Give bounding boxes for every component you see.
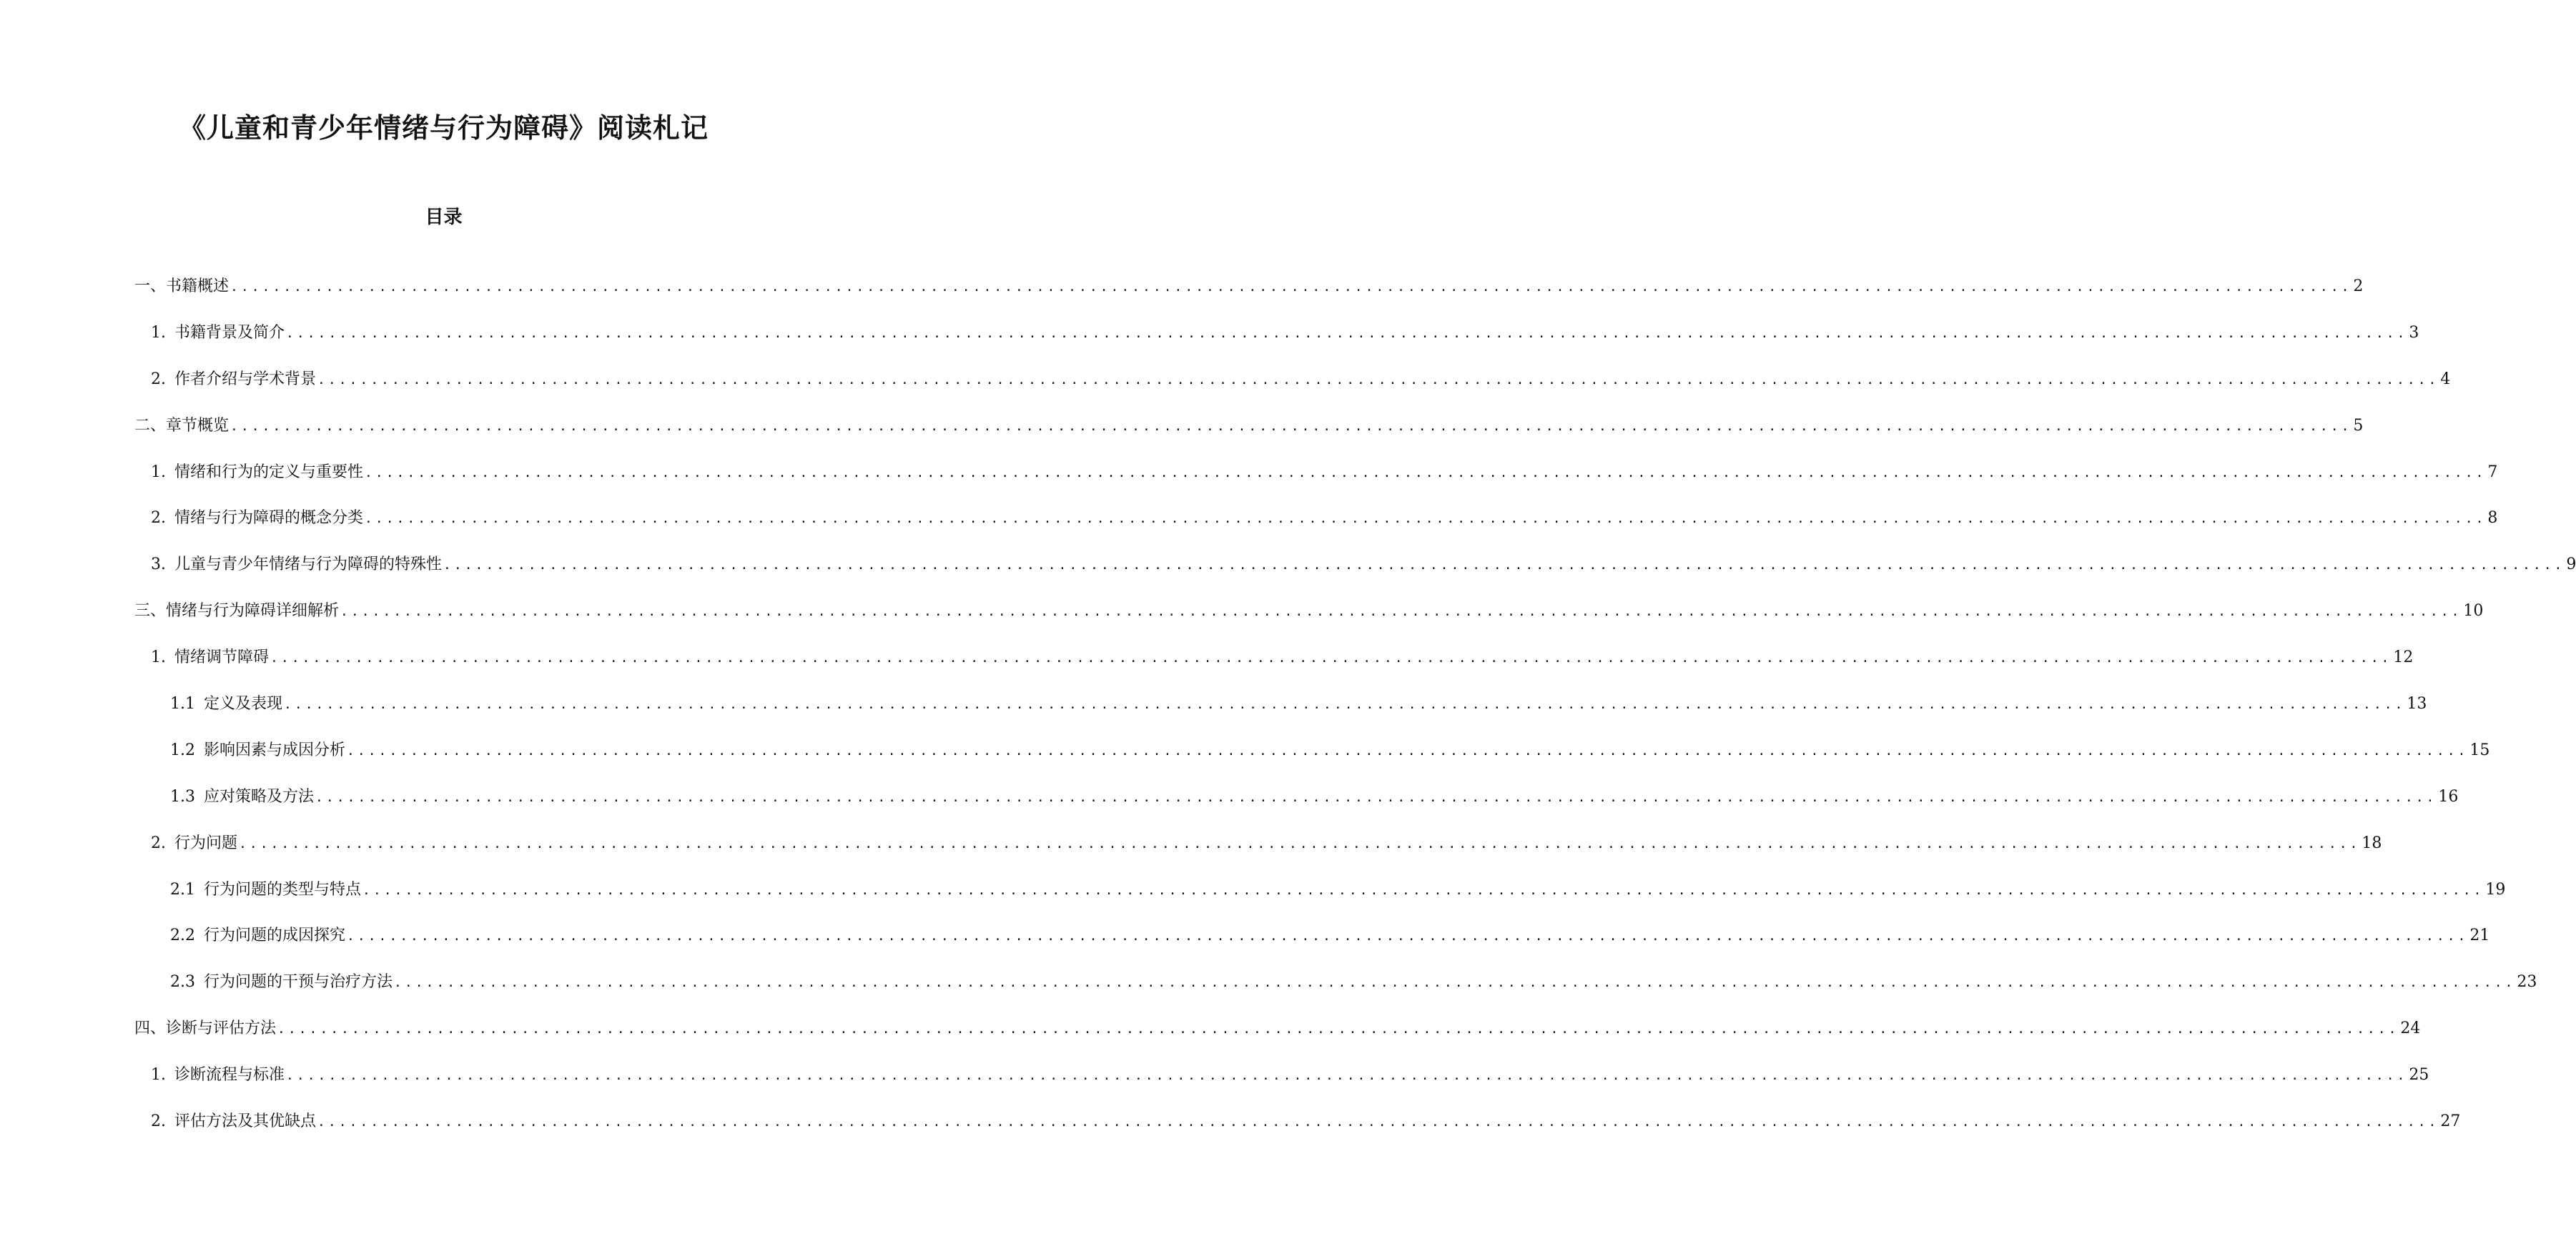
toc-entry-row: [134, 1018, 2421, 1040]
toc-dot-leader: ........................................................................................................................................................................................................: [286, 325, 2408, 341]
toc-entry[interactable]: [0, 786, 2459, 833]
toc-entry-page-number: 8: [2487, 509, 2498, 528]
toc-entry-page-number: 23: [2517, 973, 2537, 992]
toc-entry[interactable]: [0, 508, 2498, 554]
toc-entry-number: 2.: [151, 834, 166, 852]
toc-dot-leader: ........................................................................................................................................................................................................: [270, 651, 2392, 666]
toc-entry-row: [170, 972, 2537, 994]
toc-entry-row: [151, 833, 2382, 855]
toc-entry-page-number: 7: [2487, 463, 2498, 481]
toc-entry-page-number: 3: [2409, 323, 2419, 342]
toc-entry-title: 行为问题的成因探究: [204, 927, 346, 945]
toc-entry[interactable]: [0, 415, 2364, 462]
toc-entry-page-number: 25: [2409, 1066, 2429, 1085]
toc-dot-leader: ........................................................................................................................................................................................................: [230, 418, 2352, 434]
toc-entry[interactable]: [0, 601, 2484, 647]
toc-entry-page-number: 24: [2400, 1020, 2421, 1038]
toc-entry-row: [151, 508, 2498, 530]
toc-entry-number: 二、: [134, 416, 167, 435]
toc-entry[interactable]: [0, 276, 2364, 322]
table-of-contents: [0, 276, 2576, 1157]
toc-entry-row: [151, 369, 2451, 391]
toc-entry-number: 1.: [151, 1066, 166, 1085]
toc-entry-number: 1.: [151, 323, 166, 342]
toc-entry-title: 情绪与行为障碍详细解析: [166, 602, 340, 621]
toc-dot-leader: ........................................................................................................................................................................................................: [277, 1022, 2399, 1037]
toc-entry-page-number: 9: [2566, 556, 2576, 574]
toc-entry-title: 应对策略及方法: [204, 787, 315, 806]
toc-entry-number: 2.2: [170, 927, 195, 945]
toc-entry[interactable]: [0, 693, 2427, 740]
toc-entry-number: 2.3: [170, 973, 195, 992]
toc-dot-leader: ........................................................................................................................................................................................................: [347, 743, 2469, 759]
toc-entry-number: 1.2: [170, 741, 195, 759]
toc-entry-row: [151, 322, 2419, 345]
toc-heading: 目录: [425, 207, 463, 228]
toc-dot-leader: ........................................................................................................................................................................................................: [347, 929, 2469, 944]
toc-entry-number: 3.: [151, 556, 166, 574]
toc-entry-title: 定义及表现: [204, 695, 283, 714]
toc-entry-row: [170, 786, 2459, 809]
toc-entry-number: 1.3: [170, 787, 195, 806]
toc-entry-title: 诊断流程与标准: [174, 1066, 285, 1085]
toc-entry[interactable]: [0, 369, 2451, 415]
toc-entry-page-number: 4: [2440, 370, 2451, 388]
toc-entry[interactable]: [0, 462, 2498, 508]
toc-entry-row: [151, 647, 2414, 669]
toc-entry-number: 2.1: [170, 880, 195, 899]
toc-entry-page-number: 13: [2407, 695, 2427, 714]
toc-dot-leader: ........................................................................................................................................................................................................: [365, 465, 2487, 480]
toc-dot-leader: ........................................................................................................................................................................................................: [317, 372, 2439, 387]
toc-entry-number: 2.: [151, 509, 166, 528]
toc-entry-page-number: 5: [2353, 416, 2364, 435]
toc-entry-row: [151, 1065, 2429, 1087]
toc-entry-title: 评估方法及其优缺点: [174, 1112, 317, 1131]
document-title: 《儿童和青少年情绪与行为障碍》阅读札记: [178, 112, 709, 144]
toc-dot-leader: ........................................................................................................................................................................................................: [317, 1115, 2439, 1130]
toc-entry-title: 情绪和行为的定义与重要性: [174, 463, 364, 481]
toc-entry-number: 一、: [134, 277, 167, 295]
toc-dot-leader: ........................................................................................................................................................................................................: [365, 511, 2487, 527]
toc-entry-number: 2.: [151, 1112, 166, 1131]
toc-entry-page-number: 16: [2438, 787, 2459, 806]
toc-entry-row: [170, 693, 2427, 716]
toc-entry[interactable]: [0, 322, 2419, 369]
toc-entry[interactable]: [0, 1018, 2421, 1065]
toc-entry-row: [151, 462, 2498, 484]
toc-entry-page-number: 10: [2463, 602, 2484, 621]
toc-dot-leader: ........................................................................................................................................................................................................: [362, 882, 2484, 898]
toc-entry-number: 2.: [151, 370, 166, 388]
toc-entry-row: [170, 925, 2490, 947]
toc-entry-row: [134, 276, 2364, 298]
toc-entry-page-number: 19: [2485, 880, 2506, 899]
toc-entry-number: 四、: [134, 1020, 167, 1038]
toc-entry-page-number: 15: [2469, 741, 2490, 759]
toc-entry[interactable]: [0, 1065, 2429, 1111]
toc-dot-leader: ........................................................................................................................................................................................................: [340, 604, 2462, 620]
toc-entry[interactable]: [0, 1111, 2461, 1157]
toc-entry-title: 行为问题: [174, 834, 238, 852]
toc-dot-leader: ........................................................................................................................................................................................................: [394, 975, 2516, 991]
toc-entry-row: [134, 415, 2364, 438]
toc-entry-title: 影响因素与成因分析: [204, 741, 346, 759]
toc-entry-page-number: 27: [2440, 1112, 2461, 1131]
toc-entry[interactable]: [0, 554, 2576, 601]
toc-entry-number: 三、: [134, 602, 167, 621]
toc-dot-leader: ........................................................................................................................................................................................................: [315, 789, 2437, 805]
toc-entry[interactable]: [0, 972, 2537, 1018]
toc-entry-title: 章节概览: [166, 416, 230, 435]
toc-entry-row: [170, 740, 2490, 762]
toc-entry-title: 书籍背景及简介: [174, 323, 285, 342]
toc-entry-title: 情绪与行为障碍的概念分类: [174, 509, 364, 528]
toc-entry-page-number: 2: [2353, 277, 2364, 295]
toc-entry-page-number: 18: [2362, 834, 2382, 852]
toc-entry-page-number: 12: [2393, 648, 2414, 667]
toc-entry[interactable]: [0, 647, 2414, 693]
toc-entry-number: 1.: [151, 463, 166, 481]
toc-entry-page-number: 21: [2469, 927, 2490, 945]
toc-dot-leader: ........................................................................................................................................................................................................: [230, 280, 2352, 295]
toc-dot-leader: ........................................................................................................................................................................................................: [443, 558, 2565, 573]
toc-entry-title: 行为问题的干预与治疗方法: [204, 973, 393, 992]
toc-entry-title: 诊断与评估方法: [166, 1020, 277, 1038]
toc-entry-row: [151, 1111, 2461, 1133]
toc-entry-title: 行为问题的类型与特点: [204, 880, 362, 899]
toc-entry-number: 1.: [151, 648, 166, 667]
toc-entry-number: 1.1: [170, 695, 195, 714]
toc-entry-title: 书籍概述: [166, 277, 230, 295]
toc-entry[interactable]: [0, 740, 2490, 786]
toc-dot-leader: ........................................................................................................................................................................................................: [284, 697, 2406, 713]
toc-entry-row: [134, 601, 2484, 623]
toc-entry-row: [170, 879, 2506, 902]
toc-entry-row: [151, 554, 2576, 576]
toc-entry-title: 情绪调节障碍: [174, 648, 270, 667]
toc-dot-leader: ........................................................................................................................................................................................................: [286, 1068, 2408, 1084]
toc-entry[interactable]: [0, 879, 2506, 926]
toc-dot-leader: ........................................................................................................................................................................................................: [239, 836, 2361, 851]
toc-entry-title: 作者介绍与学术背景: [174, 370, 317, 388]
toc-entry[interactable]: [0, 833, 2382, 879]
toc-entry-title: 儿童与青少年情绪与行为障碍的特殊性: [174, 556, 443, 574]
toc-entry[interactable]: [0, 925, 2490, 972]
